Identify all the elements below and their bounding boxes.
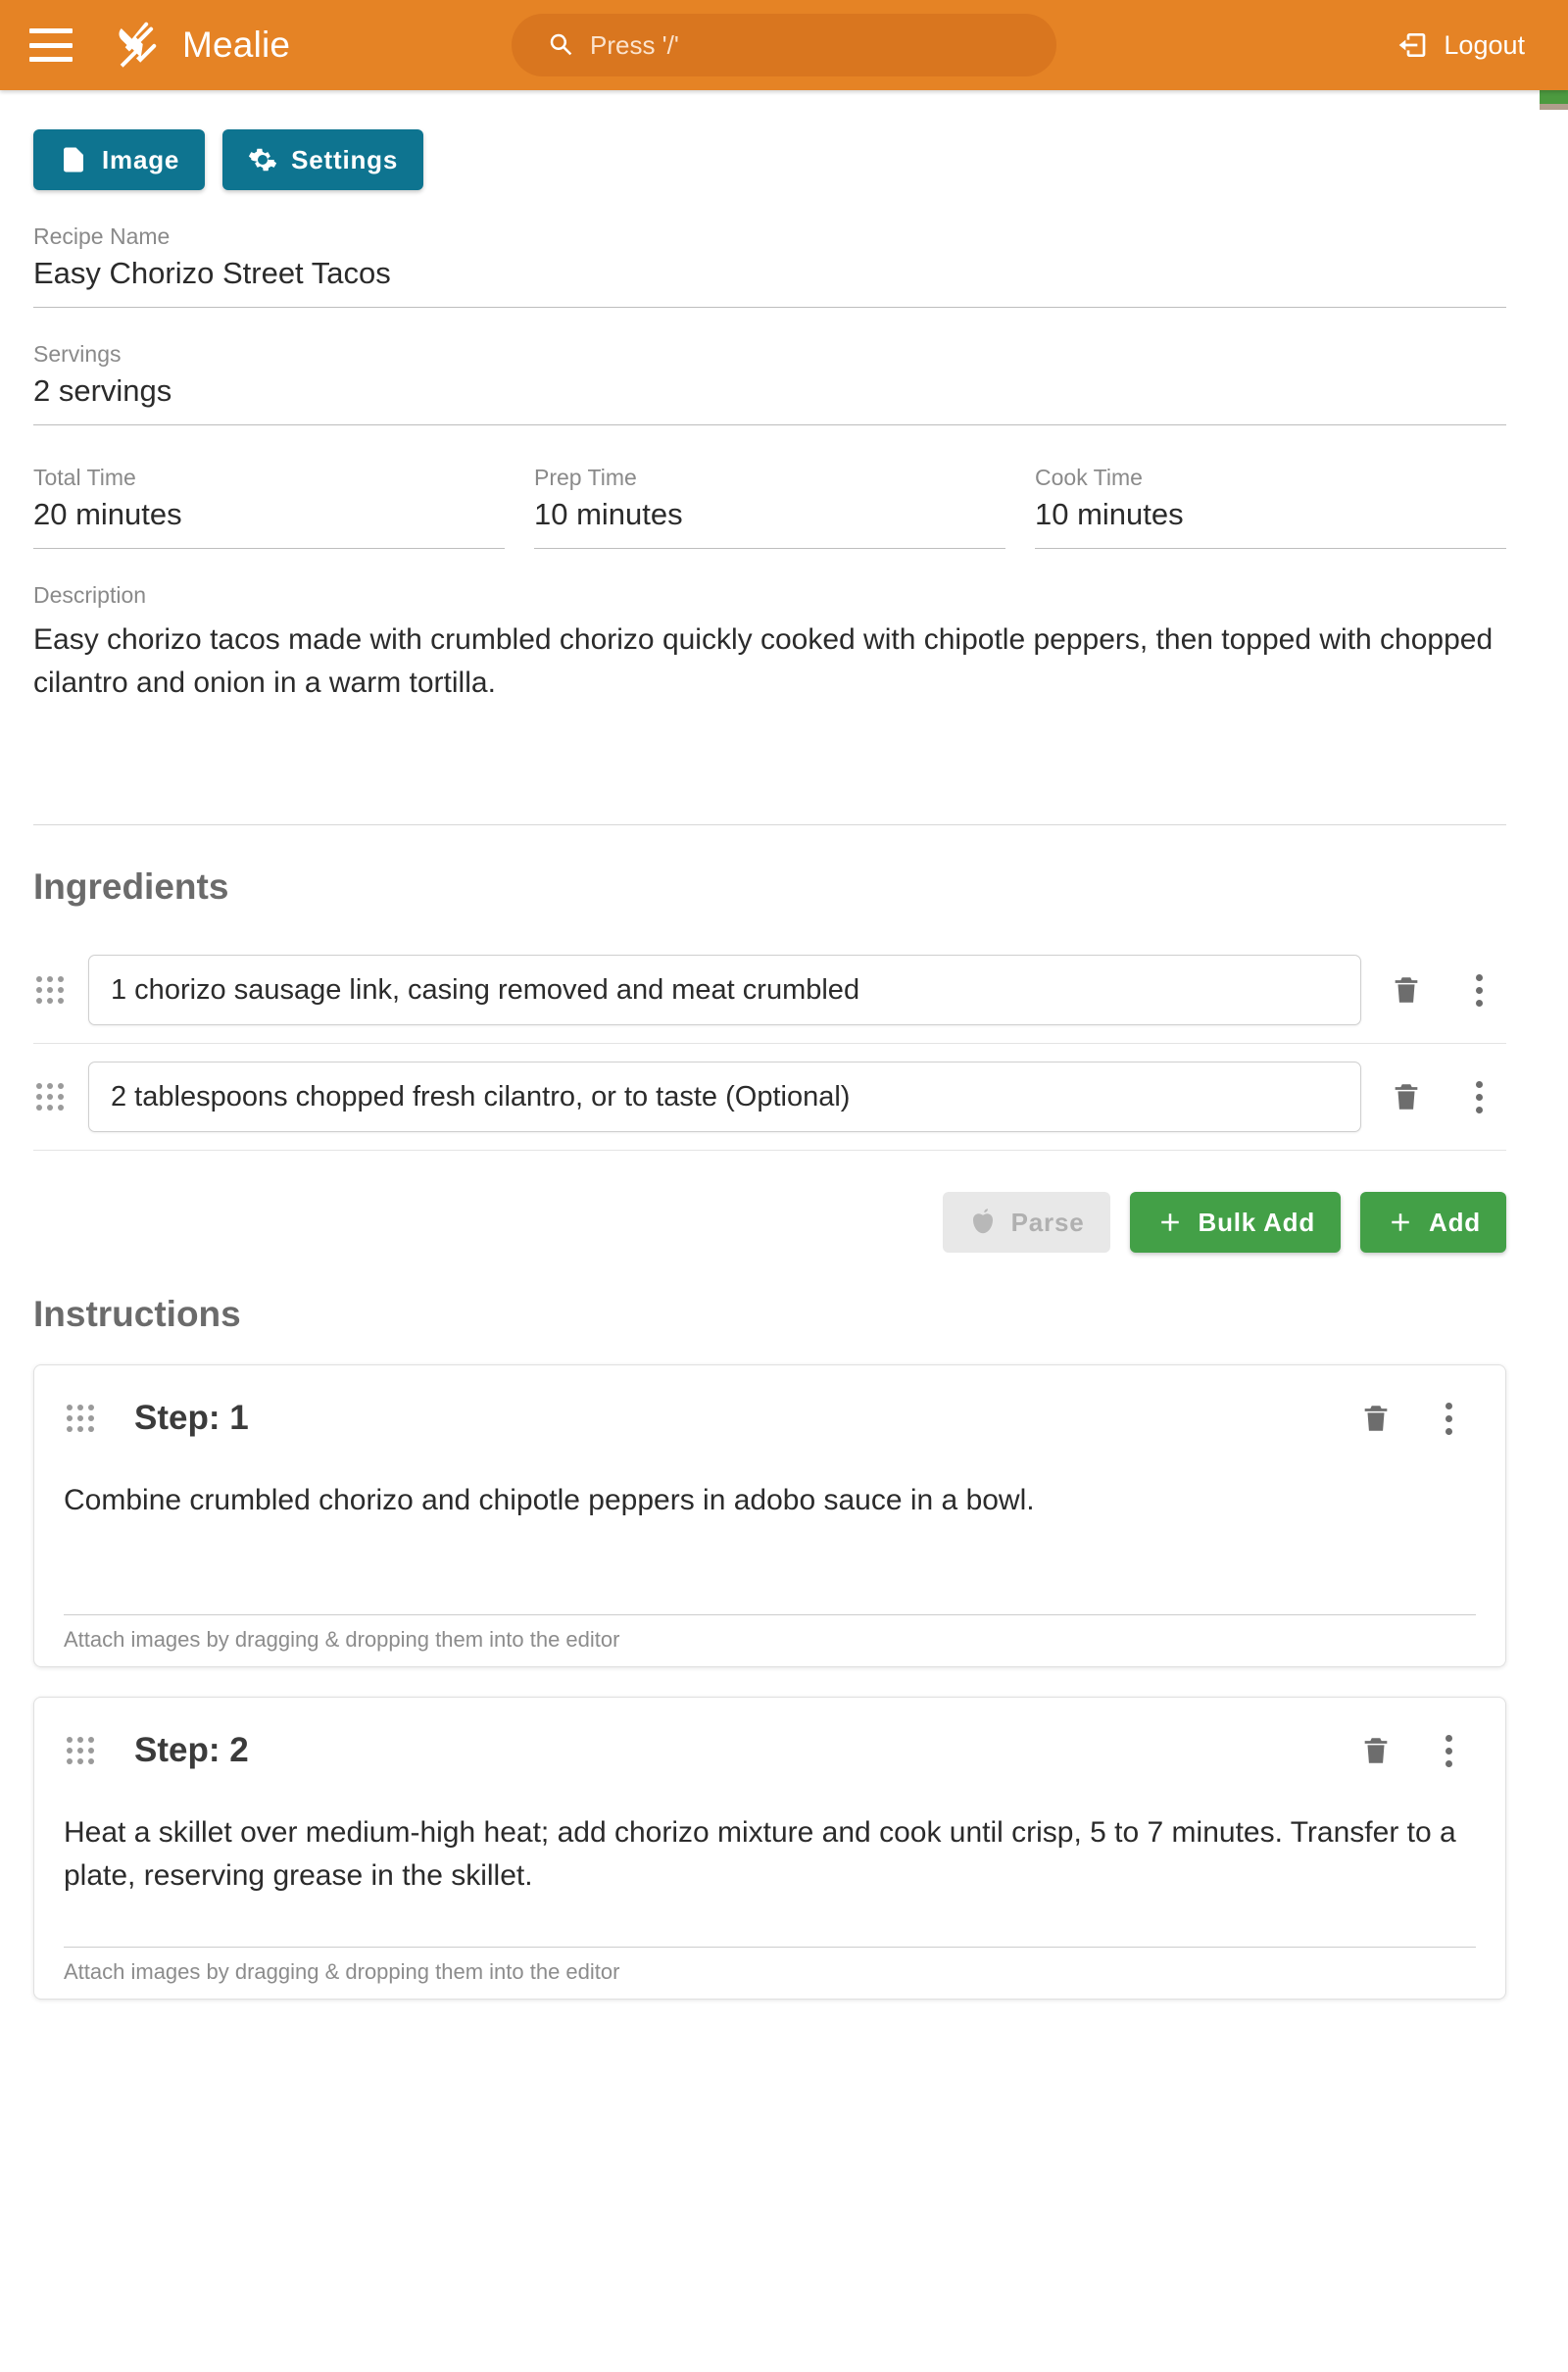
ingredient-text: 1 chorizo sausage link, casing removed and meat crumbled <box>111 973 860 1006</box>
prep-time-value[interactable]: 10 minutes <box>534 497 1005 549</box>
search-icon <box>547 30 576 60</box>
cook-time-value[interactable]: 10 minutes <box>1035 497 1506 549</box>
step-title: Step: 1 <box>134 1399 249 1437</box>
servings-field[interactable] <box>33 341 1506 425</box>
dots-vertical-icon <box>1446 1735 1452 1767</box>
brand[interactable] <box>114 22 290 69</box>
dots-vertical-icon <box>1476 974 1483 1007</box>
delete-step-button[interactable] <box>1348 1723 1403 1778</box>
recipe-name-value[interactable]: Easy Chorizo Street Tacos <box>33 256 1506 308</box>
app-bar <box>0 0 1568 90</box>
trash-icon <box>1359 1402 1393 1435</box>
drag-handle-icon[interactable] <box>33 1080 67 1113</box>
image-file-icon <box>59 145 88 174</box>
recipe-name-label: Recipe Name <box>33 223 171 249</box>
total-time-label: Total Time <box>33 465 136 490</box>
dots-vertical-icon <box>1476 1081 1483 1113</box>
cook-time-label: Cook Time <box>1035 465 1143 490</box>
delete-ingredient-button[interactable] <box>1379 1069 1434 1124</box>
instructions-title: Instructions <box>33 1294 241 1334</box>
image-button[interactable] <box>33 129 205 190</box>
ingredient-input[interactable] <box>88 1062 1361 1132</box>
attach-images-hint: Attach images by dragging & dropping them into the editor <box>64 1947 1476 1985</box>
step-menu-button[interactable] <box>1421 1391 1476 1446</box>
ingredient-input[interactable] <box>88 955 1361 1025</box>
brand-title: Mealie <box>182 25 291 65</box>
bulk-add-button-label: Bulk Add <box>1198 1207 1316 1237</box>
step-menu-button[interactable] <box>1421 1723 1476 1778</box>
logout-icon <box>1396 29 1428 61</box>
prep-time-label: Prep Time <box>534 465 637 490</box>
parse-button-label: Parse <box>1010 1207 1085 1237</box>
servings-value[interactable]: 2 servings <box>33 373 1506 425</box>
settings-button[interactable] <box>222 129 423 190</box>
instruction-step-card <box>33 1697 1506 2000</box>
servings-label: Servings <box>33 341 122 367</box>
prep-time-field[interactable] <box>534 465 1005 549</box>
table-row <box>33 937 1506 1044</box>
add-button-label: Add <box>1429 1207 1481 1237</box>
ingredient-menu-button[interactable] <box>1451 963 1506 1017</box>
step-title: Step: 2 <box>134 1731 249 1769</box>
delete-step-button[interactable] <box>1348 1391 1403 1446</box>
recipe-name-field[interactable] <box>33 223 1506 308</box>
search-input[interactable] <box>512 14 1056 76</box>
recipe-editor <box>0 90 1540 2029</box>
fork-knife-logo-icon <box>114 22 161 69</box>
search-placeholder: Press '/' <box>590 29 679 60</box>
instruction-step-card <box>33 1364 1506 1667</box>
step-text[interactable]: Combine crumbled chorizo and chipotle peppers in adobo sauce in a bowl. <box>64 1484 1035 1516</box>
description-field[interactable] <box>33 582 1506 811</box>
step-header <box>64 1723 1476 1778</box>
trash-icon <box>1390 1080 1423 1113</box>
editor-toolbar <box>33 90 1506 190</box>
drag-handle-icon[interactable] <box>33 973 67 1007</box>
logout-button[interactable] <box>1396 29 1525 61</box>
divider <box>33 824 1506 825</box>
cook-time-field[interactable] <box>1035 465 1506 549</box>
settings-button-label: Settings <box>291 144 399 174</box>
trash-icon <box>1390 973 1423 1007</box>
ingredient-text: 2 tablespoons chopped fresh cilantro, or to taste (Optional) <box>111 1080 851 1112</box>
bulk-add-button[interactable] <box>1130 1192 1342 1253</box>
trash-icon <box>1359 1734 1393 1767</box>
ingredient-menu-button[interactable] <box>1451 1069 1506 1124</box>
table-row <box>33 1044 1506 1151</box>
ingredients-title: Ingredients <box>33 866 229 907</box>
step-header <box>64 1391 1476 1446</box>
plus-icon <box>1386 1208 1415 1237</box>
image-button-label: Image <box>102 144 180 174</box>
drag-handle-icon[interactable] <box>64 1734 97 1767</box>
attach-images-hint: Attach images by dragging & dropping them into the editor <box>64 1614 1476 1653</box>
add-ingredient-button[interactable] <box>1360 1192 1506 1253</box>
gear-icon <box>248 145 277 174</box>
plus-icon <box>1155 1208 1185 1237</box>
hamburger-menu-icon[interactable] <box>29 28 73 62</box>
food-apple-icon <box>968 1208 998 1237</box>
description-label: Description <box>33 582 147 608</box>
delete-ingredient-button[interactable] <box>1379 963 1434 1017</box>
step-text[interactable]: Heat a skillet over medium-high heat; add chorizo mixture and cook until crisp, 5 to 7 minutes. Transfer to a plate, reserving grease in the skillet. <box>64 1816 1456 1892</box>
total-time-value[interactable]: 20 minutes <box>33 497 505 549</box>
ingredient-actions <box>33 1192 1506 1253</box>
dots-vertical-icon <box>1446 1403 1452 1435</box>
total-time-field[interactable] <box>33 465 505 549</box>
logout-label: Logout <box>1444 29 1525 60</box>
description-value[interactable]: Easy chorizo tacos made with crumbled chorizo quickly cooked with chipotle peppers, then topped with chopped cilantro and onion in a warm tortilla. <box>33 623 1494 699</box>
drag-handle-icon[interactable] <box>64 1402 97 1435</box>
parse-button[interactable] <box>943 1192 1110 1253</box>
time-fields <box>33 465 1506 549</box>
